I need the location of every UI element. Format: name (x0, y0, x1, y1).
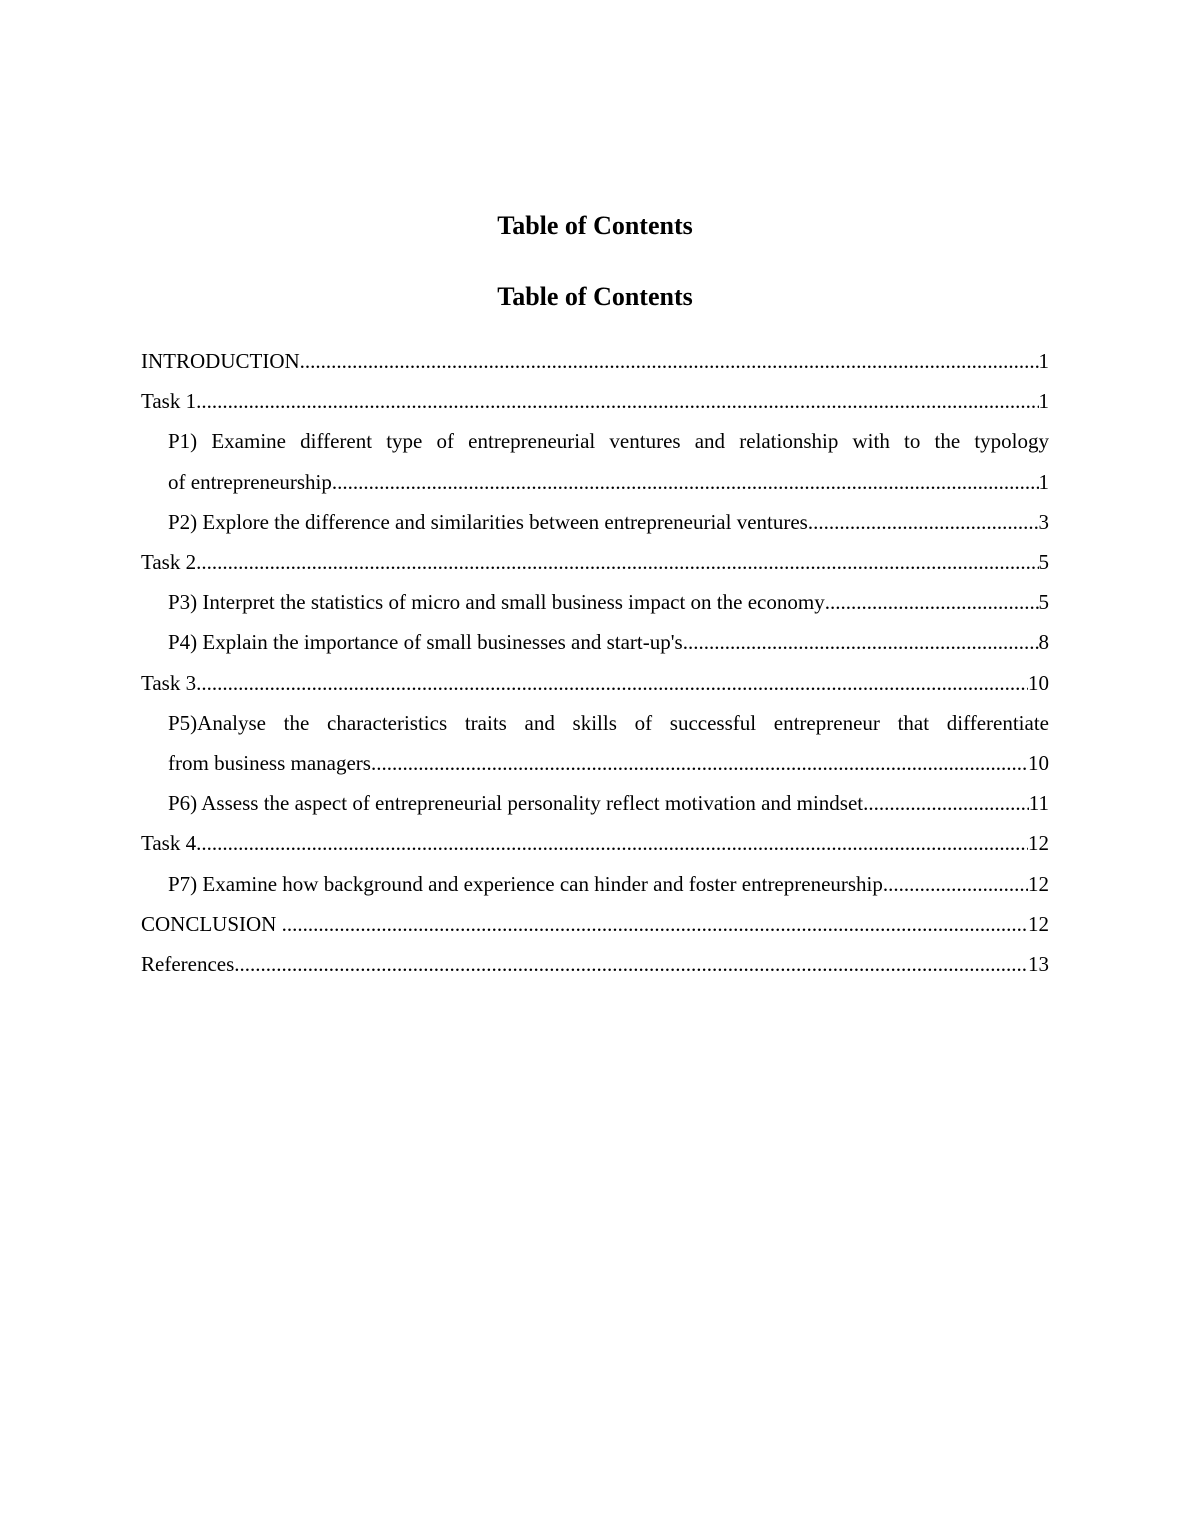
dot-leader (196, 381, 1038, 421)
toc-entry-task-3[interactable] (141, 663, 1049, 703)
toc-entry-label-line-2: from business managers (168, 751, 371, 776)
toc-entry-p3[interactable] (168, 582, 1049, 622)
toc-page-number: 12 (1028, 831, 1049, 856)
dot-leader (683, 622, 1039, 662)
table-of-contents (141, 341, 1049, 984)
toc-entry-task-4[interactable] (141, 823, 1049, 863)
toc-entry-label: CONCLUSION (141, 911, 282, 936)
toc-page-number: 12 (1028, 911, 1049, 936)
toc-page-number: 10 (1028, 670, 1049, 695)
toc-entry-p4[interactable] (168, 622, 1049, 662)
toc-entry-label: Task 4 (141, 831, 197, 856)
toc-entry-p6[interactable] (168, 783, 1049, 823)
dot-leader (196, 823, 1028, 863)
dot-leader (825, 582, 1039, 622)
toc-entry-label-line-1: P1) Examine different type of entrepreneurial ventures and relationship with to the typology (168, 429, 1049, 454)
toc-entry-references[interactable] (141, 944, 1049, 984)
dot-leader (196, 542, 1038, 582)
dot-leader (234, 944, 1028, 984)
toc-page-number: 8 (1038, 630, 1049, 655)
toc-entry-p1[interactable] (168, 421, 1049, 501)
toc-page-number: 10 (1028, 751, 1049, 776)
toc-entry-task-2[interactable] (141, 542, 1049, 582)
dot-leader (332, 462, 1039, 502)
toc-entry-label-line-1: P5)Analyse the characteristics traits and skills of successful entrepreneur that differentiate (168, 710, 1049, 735)
toc-page-number: 12 (1028, 871, 1049, 896)
dot-leader (808, 502, 1039, 542)
toc-page-number: 5 (1038, 590, 1049, 615)
toc-page-number: 1 (1038, 469, 1049, 494)
toc-entry-label: Task 3 (141, 670, 197, 695)
toc-entry-introduction[interactable] (141, 341, 1049, 381)
dot-leader (883, 864, 1028, 904)
toc-entry-label: Task 1 (141, 389, 197, 414)
dot-leader (300, 341, 1039, 381)
toc-entry-label: References (141, 952, 235, 977)
toc-entry-label: P3) Interpret the statistics of micro and small business impact on the economy (168, 590, 825, 615)
toc-page-number: 1 (1038, 389, 1049, 414)
toc-entry-label: Task 2 (141, 550, 197, 575)
toc-entry-p2[interactable] (168, 502, 1049, 542)
dot-leader (196, 663, 1028, 703)
toc-entry-task-1[interactable] (141, 381, 1049, 421)
toc-entry-label: P6) Assess the aspect of entrepreneurial personality reflect motivation and mindset (168, 791, 864, 816)
dot-leader (282, 904, 1028, 944)
toc-entry-p5[interactable] (168, 703, 1049, 783)
toc-page-number: 1 (1038, 349, 1049, 373)
toc-entry-conclusion[interactable] (141, 904, 1049, 944)
toc-entry-label: INTRODUCTION (141, 349, 300, 373)
toc-heading-secondary: Table of Contents (497, 282, 693, 311)
toc-page-number: 3 (1038, 509, 1049, 534)
toc-page-number: 5 (1038, 550, 1049, 575)
toc-heading-primary: Table of Contents (497, 211, 693, 240)
toc-entry-label: P4) Explain the importance of small businesses and start-up's (168, 630, 683, 655)
toc-entry-p7[interactable] (168, 864, 1049, 904)
toc-entry-label: P7) Examine how background and experience can hinder and foster entrepreneurship (168, 871, 883, 896)
dot-leader (371, 743, 1028, 783)
toc-entry-label: P2) Explore the difference and similarities between entrepreneurial ventures (168, 509, 808, 534)
toc-page-number: 11 (1028, 791, 1049, 816)
dot-leader (863, 783, 1029, 823)
toc-entry-label-line-2: of entrepreneurship (168, 469, 332, 494)
toc-page-number: 13 (1028, 952, 1049, 977)
